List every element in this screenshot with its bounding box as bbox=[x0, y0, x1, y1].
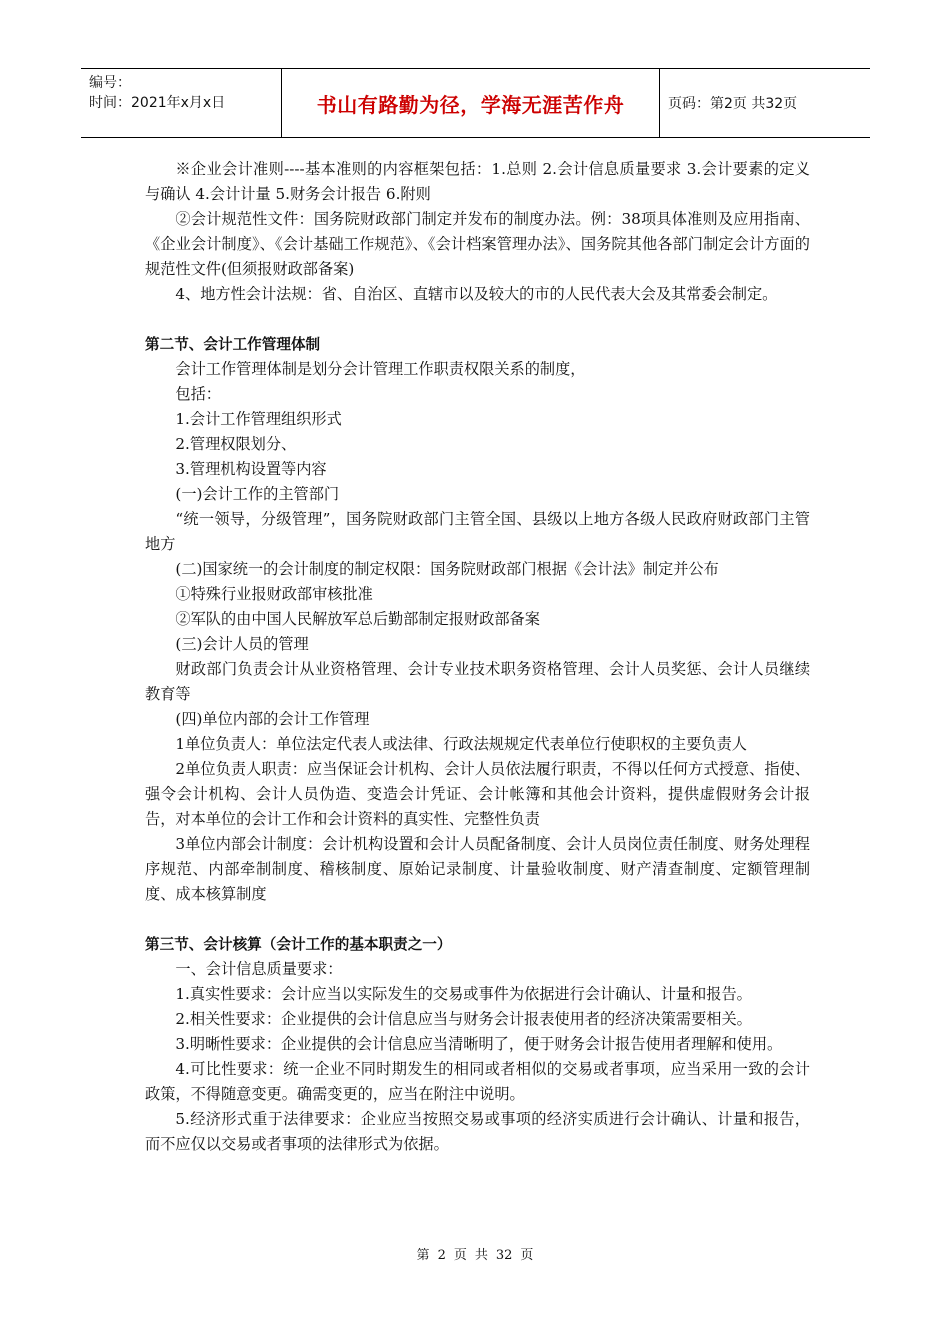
paragraph: 3.管理机构设置等内容 bbox=[175, 460, 327, 478]
footer-di: 第 bbox=[416, 1248, 430, 1263]
paragraph: 4、地方性会计法规：省、自治区、直辖市以及较大的市的人民代表大会及其常委会制定。 bbox=[175, 285, 778, 303]
footer-total-pages: 32 bbox=[495, 1248, 513, 1263]
paragraph: 3.明晰性要求：企业提供的会计信息应当清晰明了，便于财务会计报告使用者理解和使用。 bbox=[175, 1035, 783, 1053]
paragraph: (一)会计工作的主管部门 bbox=[175, 485, 340, 503]
paragraph: (四)单位内部的会计工作管理 bbox=[175, 710, 370, 728]
paragraph: 1单位负责人：单位法定代表人或法律、行政法规规定代表单位行使职权的主要负责人 bbox=[175, 735, 747, 753]
section-heading: 第三节、会计核算（会计工作的基本职责之一） bbox=[145, 936, 452, 953]
header-page-label: 页码：第2页 共32页 bbox=[668, 96, 798, 112]
paragraph: 3单位内部会计制度：会计机构设置和会计人员配备制度、会计人员岗位责任制度、财务处理程序规范、内部牵制制度、稽核制度、原始记录制度、计量验收制度、财产清查制度、定额管理制度、成本核算制度 bbox=[145, 835, 810, 903]
page-footer bbox=[0, 1244, 950, 1263]
paragraph: 4.可比性要求：统一企业不同时期发生的相同或者相似的交易或者事项，应当采用一致的会计政策，不得随意变更。确需变更的，应当在附注中说明。 bbox=[145, 1060, 810, 1103]
paragraph: 会计工作管理体制是划分会计管理工作职责权限关系的制度， bbox=[175, 360, 586, 378]
footer-gong: 共 bbox=[474, 1248, 488, 1263]
document-body bbox=[145, 157, 810, 1157]
page-header bbox=[81, 68, 870, 138]
paragraph: 1.真实性要求：会计应当以实际发生的交易或事件为依据进行会计确认、计量和报告。 bbox=[175, 985, 752, 1003]
paragraph: 2.管理权限划分、 bbox=[175, 435, 297, 453]
footer-ye2: 页 bbox=[520, 1248, 534, 1263]
footer-ye: 页 bbox=[453, 1248, 467, 1263]
paragraph: 财政部门负责会计从业资格管理、会计专业技术职务资格管理、会计人员奖惩、会计人员继续教育等 bbox=[145, 660, 810, 703]
paragraph: (二)国家统一的会计制度的制定权限：国务院财政部门根据《会计法》制定并公布 bbox=[175, 560, 719, 578]
paragraph: 一、会计信息质量要求： bbox=[175, 960, 343, 978]
paragraph: 2.相关性要求：企业提供的会计信息应当与财务会计报表使用者的经济决策需要相关。 bbox=[175, 1010, 752, 1028]
paragraph: 2单位负责人职责：应当保证会计机构、会计人员依法履行职责，不得以任何方式授意、指使、强令会计机构、会计人员伪造、变造会计凭证、会计帐簿和其他会计资料，提供虚假财务会计报告，对本单位的会计工作和会计资料的真实性、完整性负责 bbox=[145, 760, 810, 828]
header-motto: 书山有路勤为径，学海无涯苦作舟 bbox=[282, 69, 660, 137]
time-label: 时间：2021年x月x日 bbox=[89, 95, 226, 111]
header-meta bbox=[81, 69, 282, 137]
paragraph: 包括： bbox=[175, 385, 221, 403]
paragraph: ※企业会计准则----基本准则的内容框架包括：1.总则 2.会计信息质量要求 3.会计要素的定义与确认 4.会计计量 5.财务会计报告 6.附则 bbox=[145, 160, 810, 203]
section-heading: 第二节、会计工作管理体制 bbox=[145, 336, 321, 353]
footer-page-number: 2 bbox=[437, 1248, 446, 1263]
number-label: 编号： bbox=[89, 75, 131, 91]
paragraph: ①特殊行业报财政部审核批准 bbox=[175, 585, 373, 603]
paragraph: 5.经济形式重于法律要求：企业应当按照交易或事项的经济实质进行会计确认、计量和报告，而不应仅以交易或者事项的法律形式为依据。 bbox=[145, 1110, 810, 1153]
paragraph: 1.会计工作管理组织形式 bbox=[175, 410, 342, 428]
paragraph: ②会计规范性文件：国务院财政部门制定并发布的制度办法。例：38项具体准则及应用指南、《企业会计制度》、《会计基础工作规范》、《会计档案管理办法》、国务院其他各部门制定会计方面的规范性文件(但须报财政部备案) bbox=[145, 210, 810, 278]
paragraph: (三)会计人员的管理 bbox=[175, 635, 309, 653]
paragraph: “统一领导，分级管理”，国务院财政部门主管全国、县级以上地方各级人民政府财政部门主管地方 bbox=[145, 510, 810, 553]
paragraph: ②军队的由中国人民解放军总后勤部制定报财政部备案 bbox=[175, 610, 540, 628]
